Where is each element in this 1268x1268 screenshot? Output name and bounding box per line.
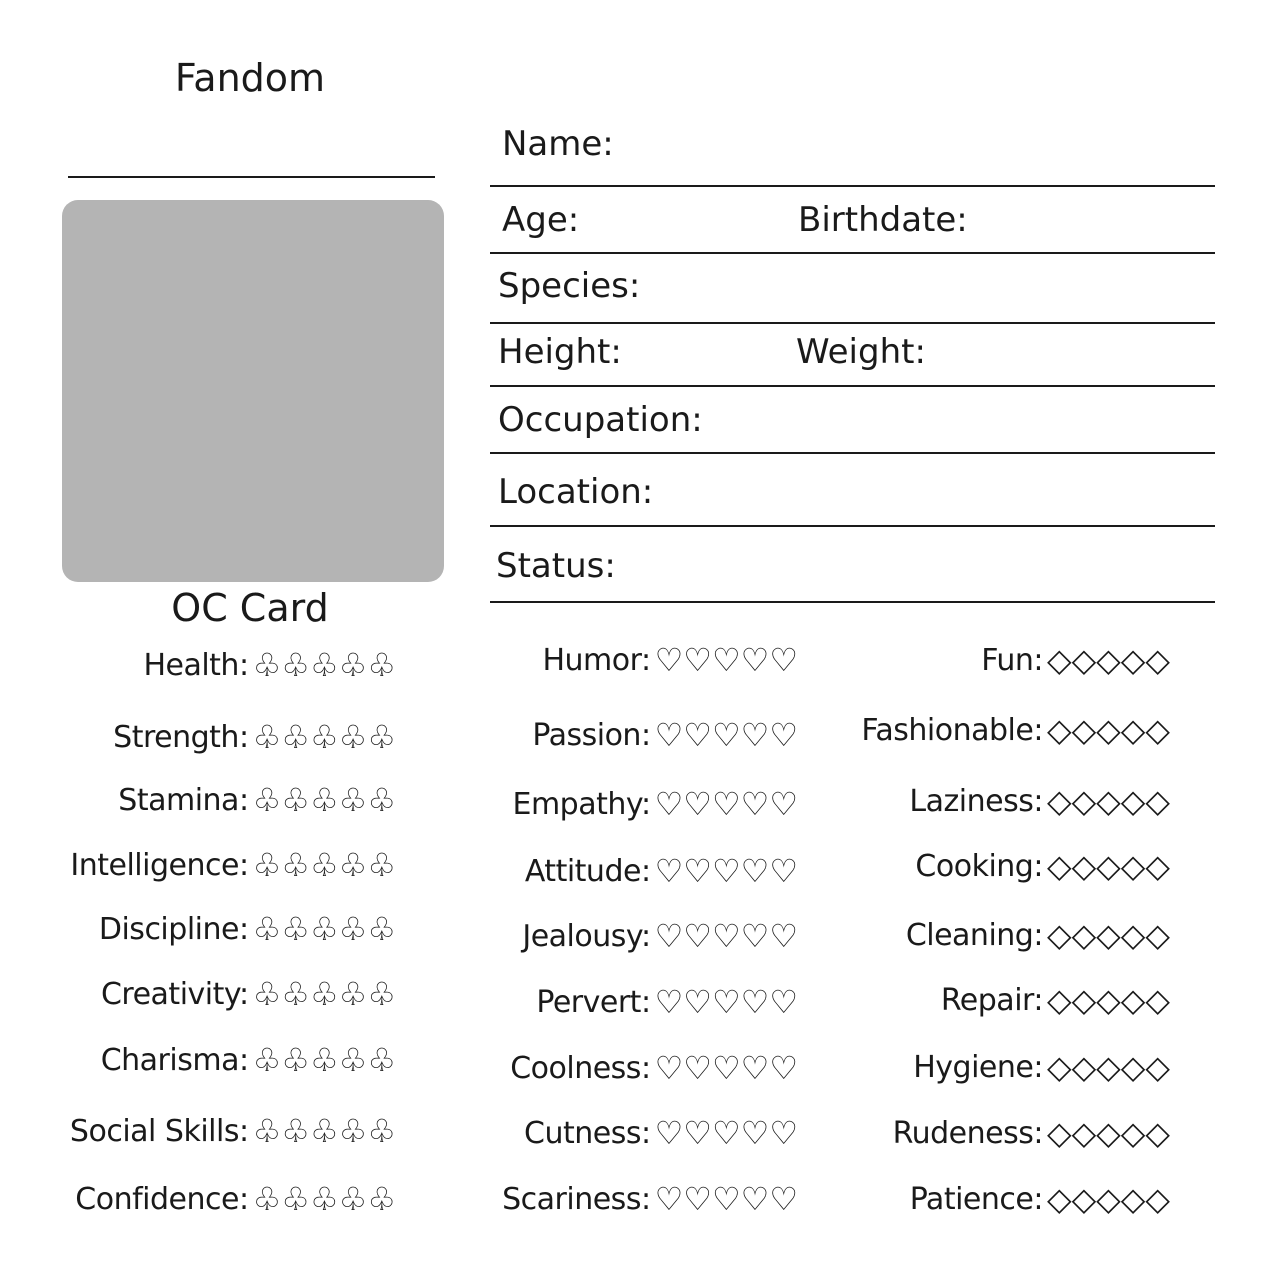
fandom-label: Fandom	[174, 56, 326, 100]
heart-rating-icons[interactable]: ♡♡♡♡♡	[654, 785, 798, 823]
stat-pervert	[536, 983, 798, 1021]
stat-repair	[941, 981, 1170, 1019]
stat-label: Jealousy:	[522, 918, 651, 954]
stat-label: Charisma:	[100, 1042, 249, 1078]
stat-confidence	[75, 1180, 396, 1218]
status-line[interactable]	[490, 601, 1215, 603]
stat-label: Humor:	[542, 642, 651, 678]
occupation-label: Occupation:	[498, 400, 703, 440]
height-weight-line[interactable]	[490, 385, 1215, 387]
stat-label: Attitude:	[524, 853, 651, 889]
heart-rating-icons[interactable]: ♡♡♡♡♡	[654, 1180, 798, 1218]
stat-label: Discipline:	[98, 911, 249, 947]
stat-label: Strength:	[113, 719, 249, 755]
stat-label: Empathy:	[512, 786, 651, 822]
stat-label: Health:	[143, 647, 249, 683]
status-label: Status:	[496, 546, 616, 586]
birthdate-label: Birthdate:	[798, 200, 968, 240]
diamond-rating-icons[interactable]: ◇◇◇◇◇	[1046, 711, 1170, 749]
stat-cleaning	[906, 916, 1170, 954]
stat-strength	[113, 718, 396, 756]
club-rating-icons[interactable]: ♧♧♧♧♧	[252, 975, 396, 1013]
stat-cooking	[915, 847, 1170, 885]
age-label: Age:	[502, 200, 580, 240]
stat-rudeness	[893, 1114, 1170, 1152]
club-rating-icons[interactable]: ♧♧♧♧♧	[252, 1112, 396, 1150]
diamond-rating-icons[interactable]: ◇◇◇◇◇	[1046, 981, 1170, 1019]
stat-label: Cutness:	[524, 1115, 651, 1151]
stat-humor	[542, 641, 798, 679]
club-rating-icons[interactable]: ♧♧♧♧♧	[252, 646, 396, 684]
stat-label: Rudeness:	[892, 1115, 1043, 1151]
heart-rating-icons[interactable]: ♡♡♡♡♡	[654, 852, 798, 890]
diamond-rating-icons[interactable]: ◇◇◇◇◇	[1046, 1114, 1170, 1152]
height-label: Height:	[498, 332, 622, 372]
club-rating-icons[interactable]: ♧♧♧♧♧	[252, 781, 396, 819]
club-rating-icons[interactable]: ♧♧♧♧♧	[252, 1041, 396, 1079]
stat-health	[143, 646, 396, 684]
diamond-rating-icons[interactable]: ◇◇◇◇◇	[1046, 641, 1170, 679]
club-rating-icons[interactable]: ♧♧♧♧♧	[252, 846, 396, 884]
species-line[interactable]	[490, 322, 1215, 324]
location-label: Location:	[498, 472, 654, 512]
fandom-line[interactable]	[68, 176, 435, 178]
stat-label: Patience:	[909, 1181, 1043, 1217]
stat-fashionable	[861, 711, 1170, 749]
heart-rating-icons[interactable]: ♡♡♡♡♡	[654, 716, 798, 754]
stat-patience	[910, 1180, 1170, 1218]
club-rating-icons[interactable]: ♧♧♧♧♧	[252, 910, 396, 948]
stat-creativity	[101, 975, 396, 1013]
stat-coolness	[510, 1049, 798, 1087]
stat-label: Passion:	[532, 717, 651, 753]
stat-hygiene	[913, 1048, 1170, 1086]
club-rating-icons[interactable]: ♧♧♧♧♧	[252, 718, 396, 756]
stat-cutness	[524, 1114, 798, 1152]
occupation-line[interactable]	[490, 452, 1215, 454]
stat-social-skills	[70, 1112, 396, 1150]
stat-label: Stamina:	[118, 782, 249, 818]
stat-label: Confidence:	[75, 1181, 249, 1217]
diamond-rating-icons[interactable]: ◇◇◇◇◇	[1046, 782, 1170, 820]
stat-laziness	[909, 782, 1170, 820]
stat-attitude	[525, 852, 798, 890]
name-line[interactable]	[490, 185, 1215, 187]
stat-stamina	[118, 781, 396, 819]
stat-label: Laziness:	[909, 783, 1043, 819]
club-rating-icons[interactable]: ♧♧♧♧♧	[252, 1180, 396, 1218]
heart-rating-icons[interactable]: ♡♡♡♡♡	[654, 983, 798, 1021]
stat-charisma	[101, 1041, 396, 1079]
stat-label: Cooking:	[915, 848, 1043, 884]
stat-label: Creativity:	[100, 976, 249, 1012]
stat-discipline	[99, 910, 396, 948]
heart-rating-icons[interactable]: ♡♡♡♡♡	[654, 641, 798, 679]
stat-jealousy	[522, 917, 798, 955]
name-label: Name:	[502, 124, 614, 164]
diamond-rating-icons[interactable]: ◇◇◇◇◇	[1046, 847, 1170, 885]
stat-fun	[981, 641, 1170, 679]
heart-rating-icons[interactable]: ♡♡♡♡♡	[654, 1049, 798, 1087]
location-line[interactable]	[490, 525, 1215, 527]
stat-intelligence	[70, 846, 396, 884]
stat-label: Fashionable:	[861, 712, 1043, 748]
stat-label: Intelligence:	[70, 847, 249, 883]
weight-label: Weight:	[796, 332, 926, 372]
stat-label: Repair:	[940, 982, 1043, 1018]
stat-label: Cleaning:	[905, 917, 1043, 953]
stat-label: Fun:	[981, 642, 1043, 678]
diamond-rating-icons[interactable]: ◇◇◇◇◇	[1046, 1048, 1170, 1086]
species-label: Species:	[498, 266, 641, 306]
stat-label: Hygiene:	[913, 1049, 1043, 1085]
stat-label: Scariness:	[502, 1181, 651, 1217]
stat-scariness	[502, 1180, 798, 1218]
diamond-rating-icons[interactable]: ◇◇◇◇◇	[1046, 916, 1170, 954]
age-birthdate-line[interactable]	[490, 252, 1215, 254]
heart-rating-icons[interactable]: ♡♡♡♡♡	[654, 1114, 798, 1152]
character-image-placeholder[interactable]	[62, 200, 444, 582]
stat-label: Coolness:	[510, 1050, 651, 1086]
diamond-rating-icons[interactable]: ◇◇◇◇◇	[1046, 1180, 1170, 1218]
stat-passion	[532, 716, 798, 754]
heart-rating-icons[interactable]: ♡♡♡♡♡	[654, 917, 798, 955]
card-title: OC Card	[171, 586, 329, 630]
stat-empathy	[513, 785, 799, 823]
stat-label: Social Skills:	[69, 1113, 249, 1149]
stat-label: Pervert:	[536, 984, 651, 1020]
